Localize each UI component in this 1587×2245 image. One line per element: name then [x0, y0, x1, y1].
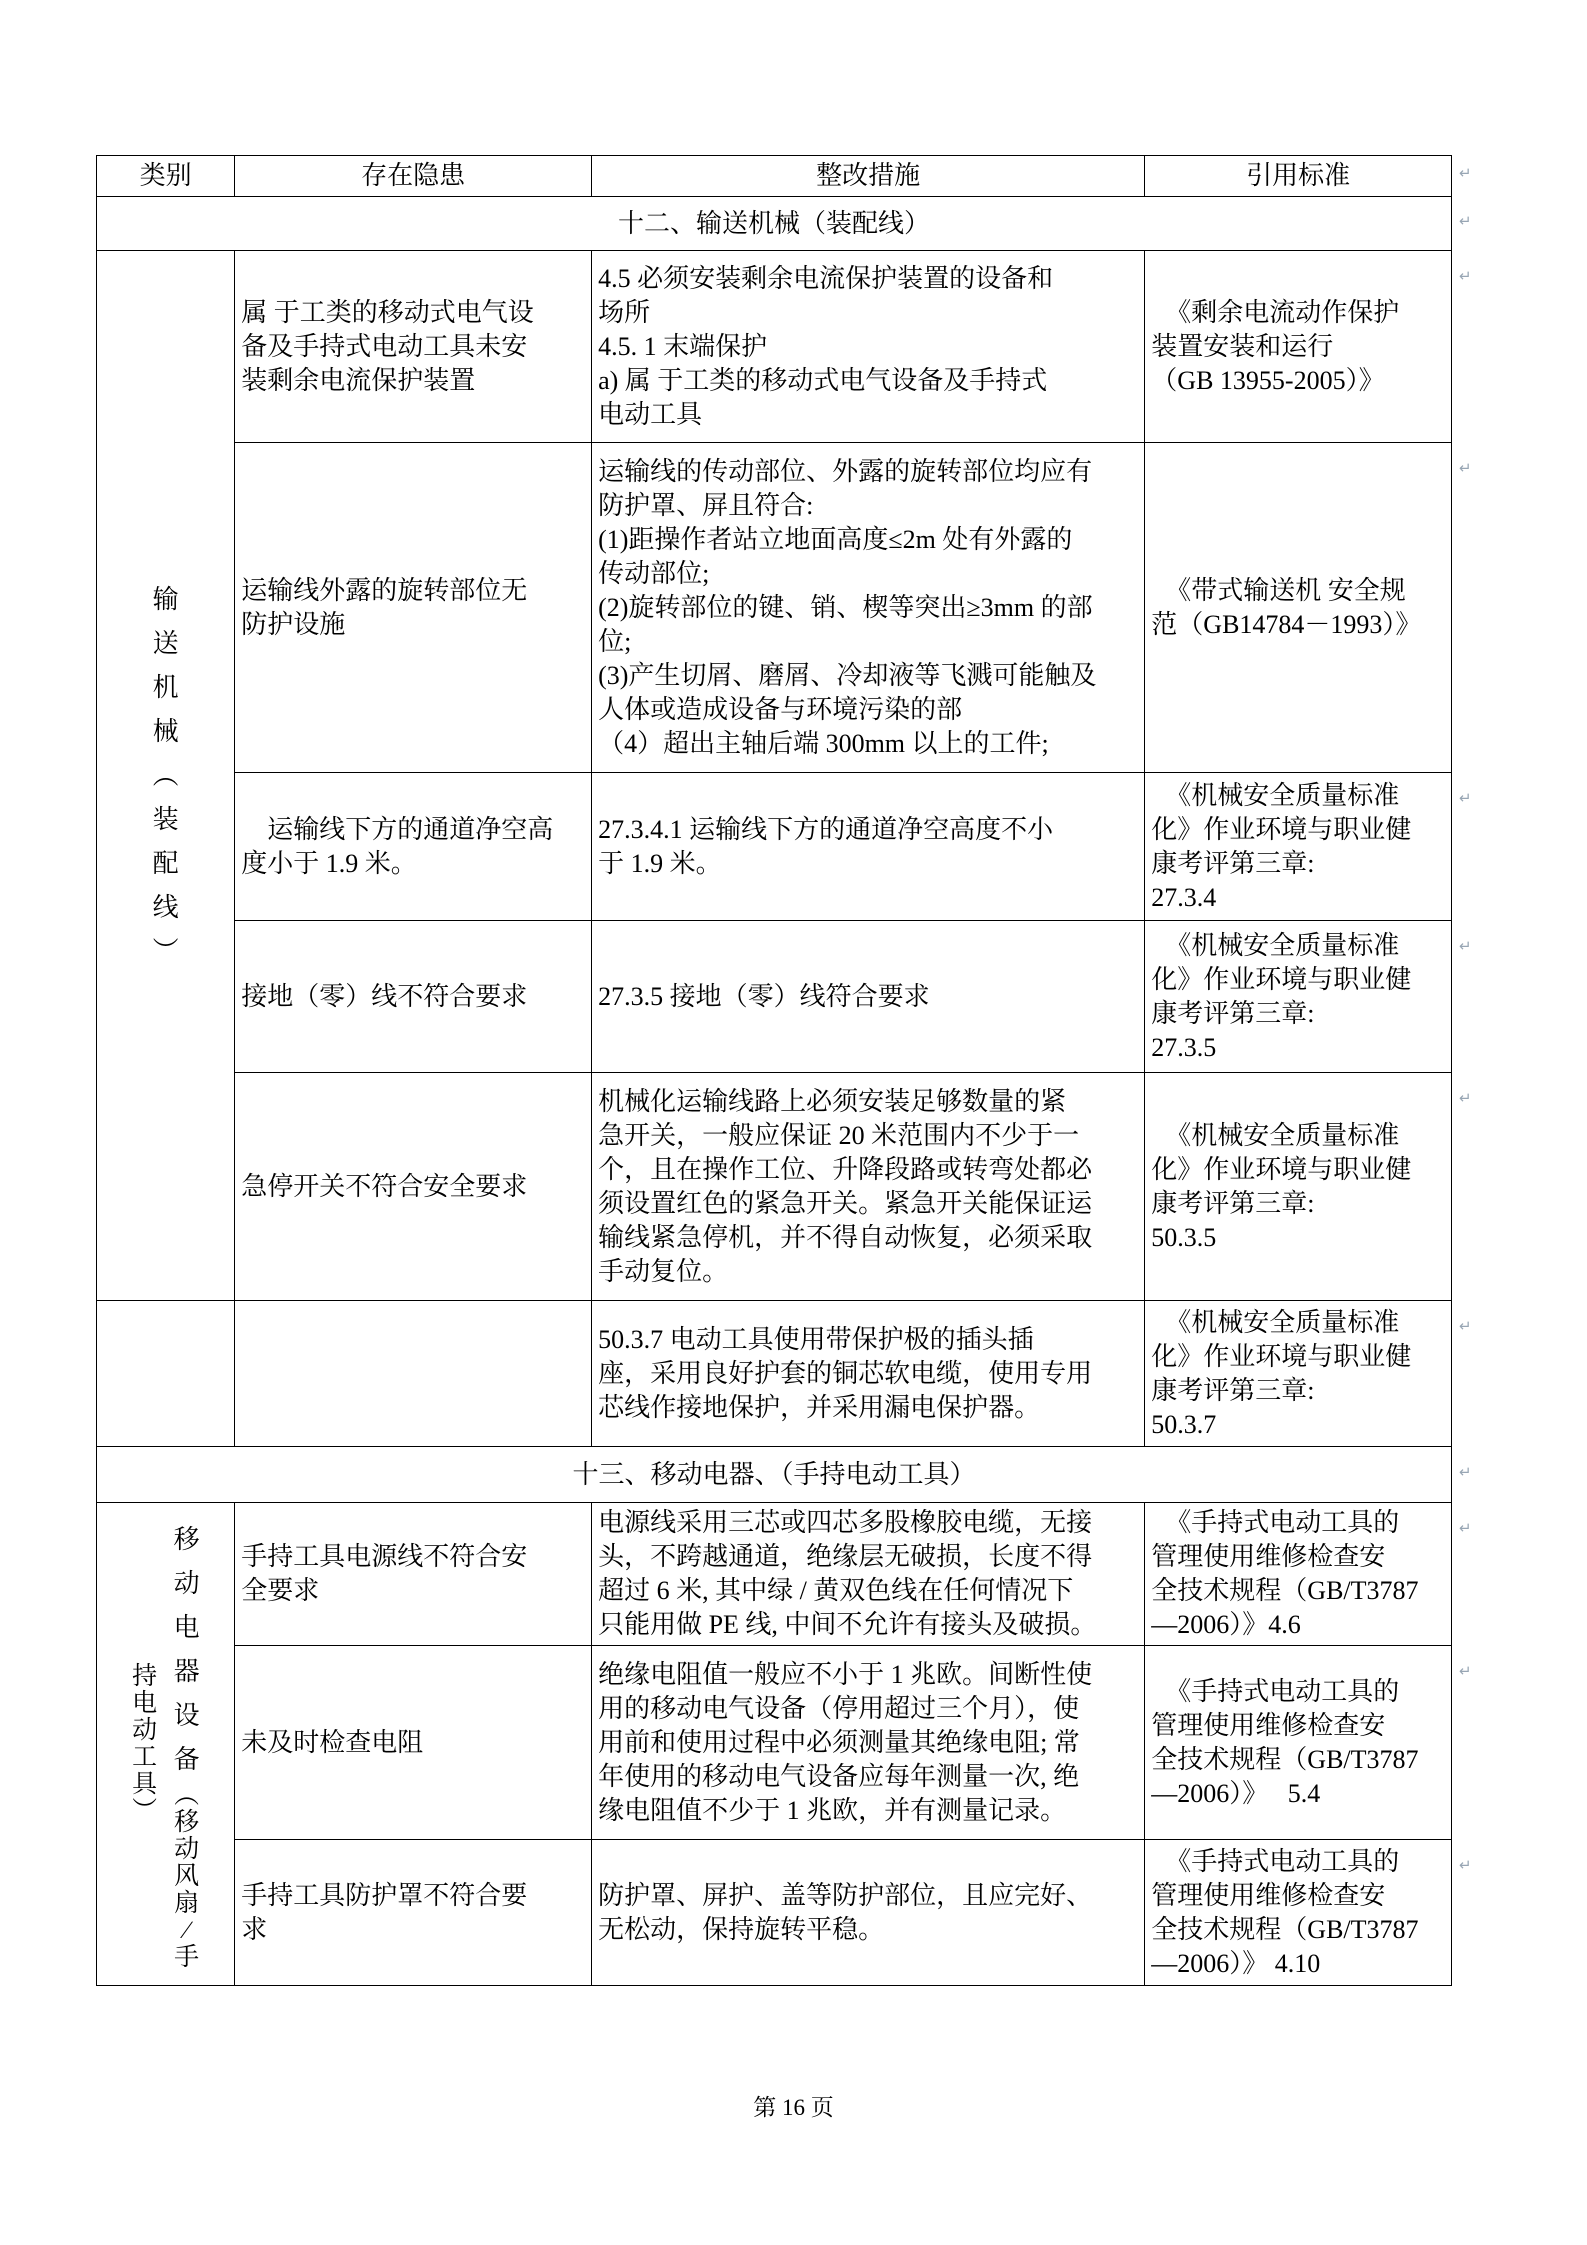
- text-line: 康考评第三章:: [1151, 848, 1315, 878]
- text-line: 管理使用维修检查安: [1151, 1710, 1386, 1740]
- table-row: [97, 443, 1452, 773]
- text-line: a) 属 于工类的移动式电气设备及手持式: [598, 365, 1048, 395]
- text-line: 管理使用维修检查安: [1151, 1542, 1386, 1571]
- text-line: 头，不跨越通道，绝缘层无破损，长度不得: [598, 1542, 1093, 1571]
- text-line: —2006）》 4.10: [1151, 1948, 1321, 1978]
- text-line: 《手持式电动工具的: [1165, 1676, 1400, 1706]
- standard-cell: [1145, 1646, 1452, 1840]
- text-line: 手动复位。: [598, 1256, 729, 1286]
- text-line: (1)距操作者站立地面高度≤2m 处有外露的: [598, 524, 1073, 554]
- text-line: 化》作业环境与职业健: [1151, 814, 1412, 844]
- text-line: 绝缘电阻值一般应不小于 1 兆欧。间断性使: [598, 1659, 1093, 1689]
- table-row: [97, 1073, 1452, 1301]
- end-of-row-mark: ↵: [1459, 211, 1472, 230]
- vertical-category-text: [103, 1518, 228, 1971]
- column-header-measure: 整改措施: [592, 156, 1145, 197]
- standard-cell: [1145, 921, 1452, 1073]
- text-line: 全技术规程（GB/T3787: [1151, 1576, 1419, 1605]
- text-line: 位;: [598, 626, 632, 656]
- text-line: 只能用做 PE 线, 中间不允许有接头及破损。: [598, 1610, 1097, 1639]
- text-line: 须设置红色的紧急开关。紧急开关能保证运: [598, 1188, 1093, 1218]
- measure-cell: [592, 1073, 1145, 1301]
- text-line: 电动工具: [598, 399, 703, 429]
- standard-cell: [1145, 251, 1452, 443]
- hazard-table: [96, 155, 1452, 1986]
- text-line: 化》作业环境与职业健: [1151, 1154, 1412, 1184]
- text-line: 化》作业环境与职业健: [1151, 1341, 1412, 1371]
- text-line: 《剩余电流动作保护: [1165, 297, 1400, 327]
- page-number: 第 16 页: [753, 2095, 834, 2120]
- text-line: 接地（零）线不符合要求: [241, 981, 528, 1011]
- category-cell-empty: [97, 1301, 235, 1447]
- text-line: 座，采用良好护套的铜芯软电缆，使用专用: [598, 1358, 1093, 1388]
- text-line: —2006）》4.6: [1151, 1610, 1301, 1639]
- text-line: 备及手持式电动工具未安: [241, 331, 528, 361]
- text-line: 康考评第三章:: [1151, 1188, 1315, 1218]
- table-row: [97, 921, 1452, 1073]
- text-line: 输线紧急停机，并不得自动恢复，必须采取: [598, 1222, 1093, 1252]
- table-row: [97, 251, 1452, 443]
- end-of-row-mark: ↵: [1459, 1088, 1472, 1107]
- text-line: 《机械安全质量标准: [1165, 780, 1400, 810]
- measure-cell: [592, 921, 1145, 1073]
- text-line: 度小于 1.9 米。: [241, 848, 417, 878]
- text-line: 50.3.7: [1151, 1409, 1217, 1439]
- text-line: 防护设施: [241, 609, 346, 639]
- text-line: (2)旋转部位的键、销、楔等突出≥3mm 的部: [598, 592, 1093, 622]
- standard-cell: [1145, 1301, 1452, 1447]
- standard-cell: [1145, 773, 1452, 921]
- text-line: 全要求: [241, 1576, 320, 1605]
- end-of-row-mark: ↵: [1459, 1518, 1472, 1537]
- table-row: [97, 1840, 1452, 1986]
- hazard-cell: [235, 1840, 592, 1986]
- end-of-row-mark: ↵: [1459, 1316, 1472, 1335]
- text-line: 急停开关不符合安全要求: [241, 1171, 528, 1201]
- text-line: 手持工具防护罩不符合要: [241, 1880, 528, 1910]
- section-row: [97, 197, 1452, 251]
- table-row: [97, 1301, 1452, 1447]
- text-line: 装剩余电流保护装置: [241, 365, 476, 395]
- text-line: 求: [241, 1914, 268, 1944]
- column-header-hazard: 存在隐患: [235, 156, 592, 197]
- text-line: 场所: [598, 297, 651, 327]
- text-line: 人体或造成设备与环境污染的部: [598, 694, 963, 724]
- hazard-cell: [235, 773, 592, 921]
- text-line: 50.3.5: [1151, 1222, 1217, 1252]
- category-cell-mobile-appliance: [97, 1503, 235, 1986]
- measure-cell: [592, 251, 1145, 443]
- standard-cell: [1145, 1503, 1452, 1646]
- standard-cell: [1145, 443, 1452, 773]
- text-line: （4）超出主轴后端 300mm 以上的工件;: [598, 728, 1049, 758]
- standard-cell: [1145, 1073, 1452, 1301]
- measure-cell: [592, 1840, 1145, 1986]
- measure-cell: [592, 1301, 1145, 1447]
- text-line: 《机械安全质量标准: [1165, 930, 1400, 960]
- text-line: 年使用的移动电气设备应每年测量一次, 绝: [598, 1761, 1080, 1791]
- text-line: 传动部位;: [598, 558, 710, 588]
- end-of-row-mark: ↵: [1459, 1855, 1472, 1874]
- text-line: 于 1.9 米。: [598, 848, 722, 878]
- text-line: 管理使用维修检查安: [1151, 1880, 1386, 1910]
- text-line: 27.3.4.1 运输线下方的通道净空高度不小: [598, 814, 1054, 844]
- table-row: [97, 773, 1452, 921]
- text-line: 《带式输送机 安全规: [1165, 575, 1406, 605]
- text-line: 化》作业环境与职业健: [1151, 964, 1412, 994]
- end-of-row-mark: ↵: [1459, 936, 1472, 955]
- text-line: （GB 13955-2005）》: [1151, 365, 1385, 395]
- section-row: [97, 1447, 1452, 1503]
- hazard-cell: [235, 1646, 592, 1840]
- text-line: 康考评第三章:: [1151, 998, 1315, 1028]
- section-title-13: 十三、移动电器、（手持电动工具）: [97, 1447, 1452, 1503]
- text-line: 《手持式电动工具的: [1165, 1846, 1400, 1876]
- text-line: 手持工具电源线不符合安: [241, 1542, 528, 1571]
- text-line: 个，且在操作工位、升降段路或转弯处都必: [598, 1154, 1093, 1184]
- text-line: 急开关，一般应保证 20 米范围内不少于一: [598, 1120, 1080, 1150]
- table-row: [97, 1646, 1452, 1840]
- table-row: [97, 1503, 1452, 1646]
- text-line: 康考评第三章:: [1151, 1375, 1315, 1405]
- category-cell-conveyor: [97, 251, 235, 1301]
- text-line: 范（GB14784－1993）》: [1151, 609, 1422, 639]
- text-line: 《机械安全质量标准: [1165, 1120, 1400, 1150]
- measure-cell: [592, 773, 1145, 921]
- measure-cell: [592, 443, 1145, 773]
- text-line: 超过 6 米, 其中绿 / 黄双色线在任何情况下: [598, 1576, 1074, 1605]
- text-line: 防护罩、屏且符合:: [598, 490, 814, 520]
- measure-cell: [592, 1646, 1145, 1840]
- text-line: 《机械安全质量标准: [1165, 1307, 1400, 1337]
- end-of-row-mark: ↵: [1459, 458, 1472, 477]
- end-of-row-mark: ↵: [1459, 788, 1472, 807]
- end-of-row-mark: ↵: [1459, 1462, 1472, 1481]
- column-header-standard: 引用标准: [1145, 156, 1452, 197]
- text-line: 运输线下方的通道净空高: [241, 814, 554, 844]
- hazard-cell: [235, 921, 592, 1073]
- hazard-cell: [235, 1073, 592, 1301]
- text-line: 全技术规程（GB/T3787: [1151, 1914, 1419, 1944]
- text-line: 全技术规程（GB/T3787: [1151, 1744, 1419, 1774]
- text-line: 27.3.4: [1151, 882, 1217, 912]
- text-line: 无松动，保持旋转平稳。: [598, 1914, 885, 1944]
- hazard-cell: [235, 1503, 592, 1646]
- text-line: (3)产生切屑、磨屑、冷却液等飞溅可能触及: [598, 660, 1097, 690]
- text-line: 缘电阻值不少于 1 兆欧，并有测量记录。: [598, 1795, 1067, 1825]
- vertical-category-text: [103, 578, 228, 974]
- text-line: 电源线采用三芯或四芯多股橡胶电缆，无接: [598, 1508, 1093, 1537]
- text-line: 4.5. 1 末端保护: [598, 331, 768, 361]
- text-line: 《手持式电动工具的: [1165, 1508, 1400, 1537]
- text-line: 用的移动电气设备（停用超过三个月），使: [598, 1693, 1080, 1723]
- standard-cell: [1145, 1840, 1452, 1986]
- text-line: 27.3.5: [1151, 1032, 1217, 1062]
- text-line: —2006）》 5.4: [1151, 1778, 1321, 1808]
- end-of-row-mark: ↵: [1459, 1661, 1472, 1680]
- text-line: 运输线外露的旋转部位无: [241, 575, 528, 605]
- hazard-cell-empty: [235, 1301, 592, 1447]
- measure-cell: [592, 1503, 1145, 1646]
- text-line: 属 于工类的移动式电气设: [241, 297, 534, 327]
- text-line: 27.3.5 接地（零）线符合要求: [598, 981, 930, 1011]
- column-header-category: 类别: [97, 156, 235, 197]
- vertical-text-column: 输 送 机 械 ︵ 装 配 线 ︶: [152, 584, 179, 966]
- vertical-text-column: 移 动 电 器 设 备 ︵ 移 动 风 扇 ∕ 手: [173, 1524, 200, 1971]
- text-line: 50.3.7 电动工具使用带保护极的插头插: [598, 1324, 1034, 1354]
- hazard-cell: [235, 251, 592, 443]
- text-line: 未及时检查电阻: [241, 1727, 424, 1757]
- table-header-row: [97, 156, 1452, 197]
- section-title-12: 十二、输送机械（装配线）: [97, 197, 1452, 251]
- text-line: 用前和使用过程中必须测量其绝缘电阻; 常: [598, 1727, 1080, 1757]
- end-of-row-mark: ↵: [1459, 164, 1472, 182]
- text-line: 4.5 必须安装剩余电流保护装置的设备和: [598, 263, 1054, 293]
- text-line: 运输线的传动部位、外露的旋转部位均应有: [598, 456, 1093, 486]
- text-line: 装置安装和运行: [1151, 331, 1334, 361]
- text-line: 机械化运输线路上必须安装足够数量的紧: [598, 1086, 1067, 1116]
- text-line: 芯线作接地保护，并采用漏电保护器。: [598, 1392, 1041, 1422]
- hazard-cell: [235, 443, 592, 773]
- end-of-row-mark: ↵: [1459, 266, 1472, 285]
- vertical-text-column: 持 电 动 工 具 ︶: [132, 1663, 158, 1825]
- text-line: 防护罩、屏护、盖等防护部位，且应完好、: [598, 1880, 1093, 1910]
